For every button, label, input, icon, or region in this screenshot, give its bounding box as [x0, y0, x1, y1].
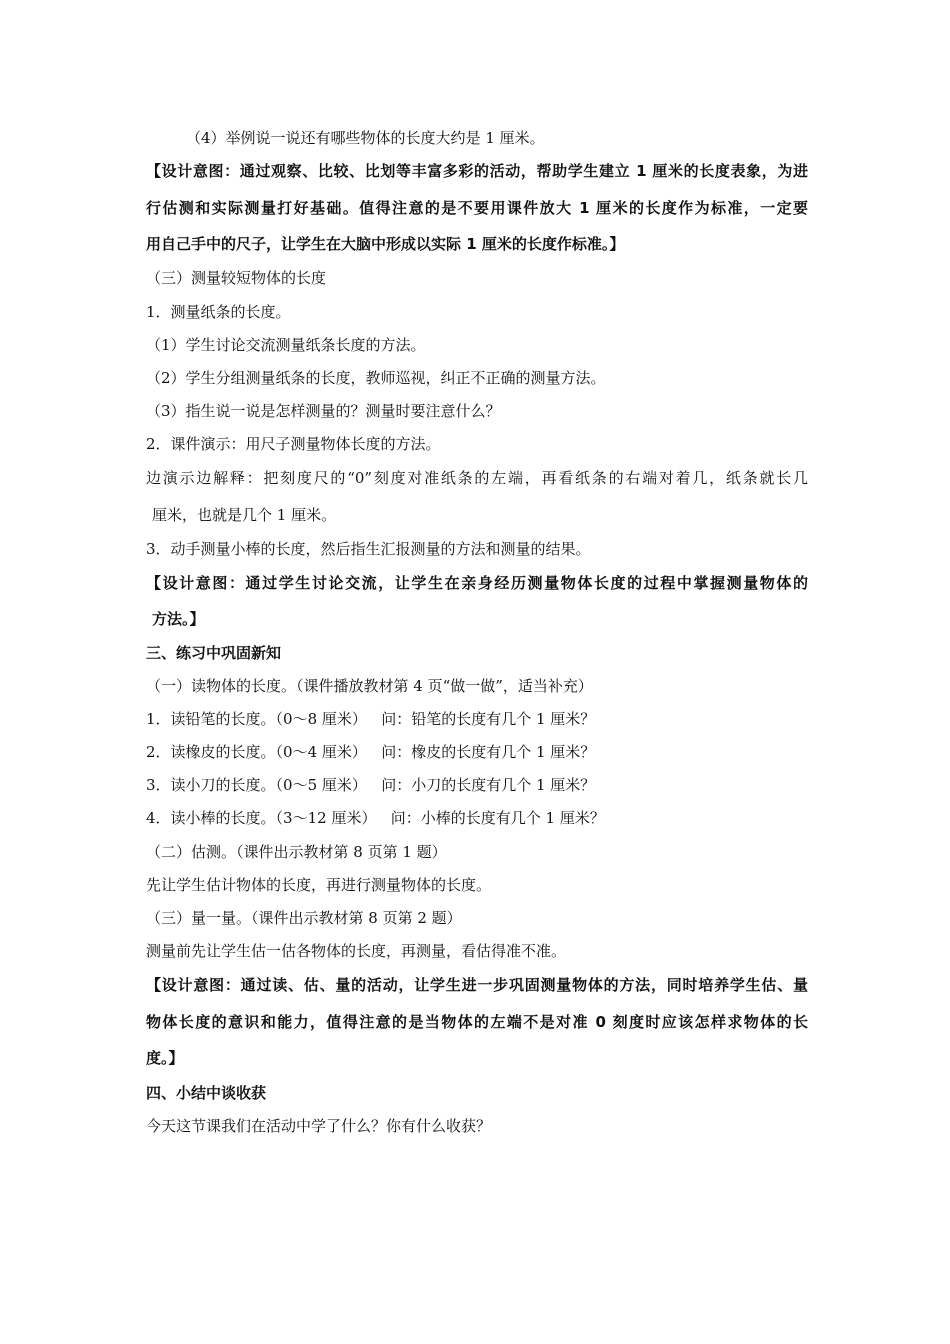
design-intent-line: 【设计意图：通过观察、比较、比划等丰富多彩的活动，帮助学生建立 1 厘米的长度表象，为进 [146, 162, 808, 180]
text-line: 2．读橡皮的长度。（0～4 厘米） 问：橡皮的长度有几个 1 厘米？ [146, 743, 596, 761]
section-heading: 三、练习中巩固新知 [146, 644, 282, 662]
text-line: 边演示边解释：把刻度尺的“0”刻度对准纸条的左端，再看纸条的右端对着几，纸条就长几 [146, 469, 808, 487]
text-line: 厘米，也就是几个 1 厘米。 [152, 506, 337, 524]
text-line: 测量前先让学生估一估各物体的长度，再测量，看估得准不准。 [146, 942, 567, 960]
text-line: 2．课件演示：用尺子测量物体长度的方法。 [146, 435, 441, 453]
text-line: 今天这节课我们在活动中学了什么？你有什么收获？ [146, 1117, 492, 1135]
text-line: 1．读铅笔的长度。（0～8 厘米） 问：铅笔的长度有几个 1 厘米？ [146, 710, 596, 728]
section-heading: （三）测量较短物体的长度 [146, 269, 327, 287]
text-line: （4）举例说一说还有哪些物体的长度大约是 1 厘米。 [186, 129, 545, 147]
text-line: （二）估测。（课件出示教材第 8 页第 1 题） [146, 843, 447, 861]
design-intent-line: 【设计意图：通过学生讨论交流，让学生在亲身经历测量物体长度的过程中掌握测量物体的 [146, 574, 808, 592]
section-heading: 四、小结中谈收获 [146, 1084, 267, 1102]
text-line: 3．读小刀的长度。（0～5 厘米） 问：小刀的长度有几个 1 厘米？ [146, 776, 596, 794]
text-line: （3）指生说一说是怎样测量的？测量时要注意什么？ [146, 402, 501, 420]
design-intent-line: 行估测和实际测量打好基础。值得注意的是不要用课件放大 1 厘米的长度作为标准，一定要 [146, 199, 808, 217]
text-line: （2）学生分组测量纸条的长度，教师巡视，纠正不正确的测量方法。 [146, 369, 606, 387]
text-line: 3．动手测量小棒的长度，然后指生汇报测量的方法和测量的结果。 [146, 540, 591, 558]
text-line: 先让学生估计物体的长度，再进行测量物体的长度。 [146, 876, 492, 894]
text-line: （三）量一量。（课件出示教材第 8 页第 2 题） [146, 909, 462, 927]
design-intent-line: 方法。】 [152, 610, 205, 628]
text-line: （一）读物体的长度。（课件播放教材第 4 页“做一做”，适当补充） [146, 677, 593, 695]
text-line: 1．测量纸条的长度。 [146, 303, 291, 321]
design-intent-line: 【设计意图：通过读、估、量的活动，让学生进一步巩固测量物体的方法，同时培养学生估、量 [146, 976, 808, 994]
text-line: （1）学生讨论交流测量纸条长度的方法。 [146, 336, 426, 354]
design-intent-line: 物体长度的意识和能力，值得注意的是当物体的左端不是对准 0 刻度时应该怎样求物体的长 [146, 1013, 808, 1031]
design-intent-line: 度。】 [146, 1049, 184, 1067]
text-line: 4．读小棒的长度。（3～12 厘米） 问：小棒的长度有几个 1 厘米？ [146, 809, 605, 827]
design-intent-line: 用自己手中的尺子，让学生在大脑中形成以实际 1 厘米的长度作标准。】 [146, 235, 625, 253]
